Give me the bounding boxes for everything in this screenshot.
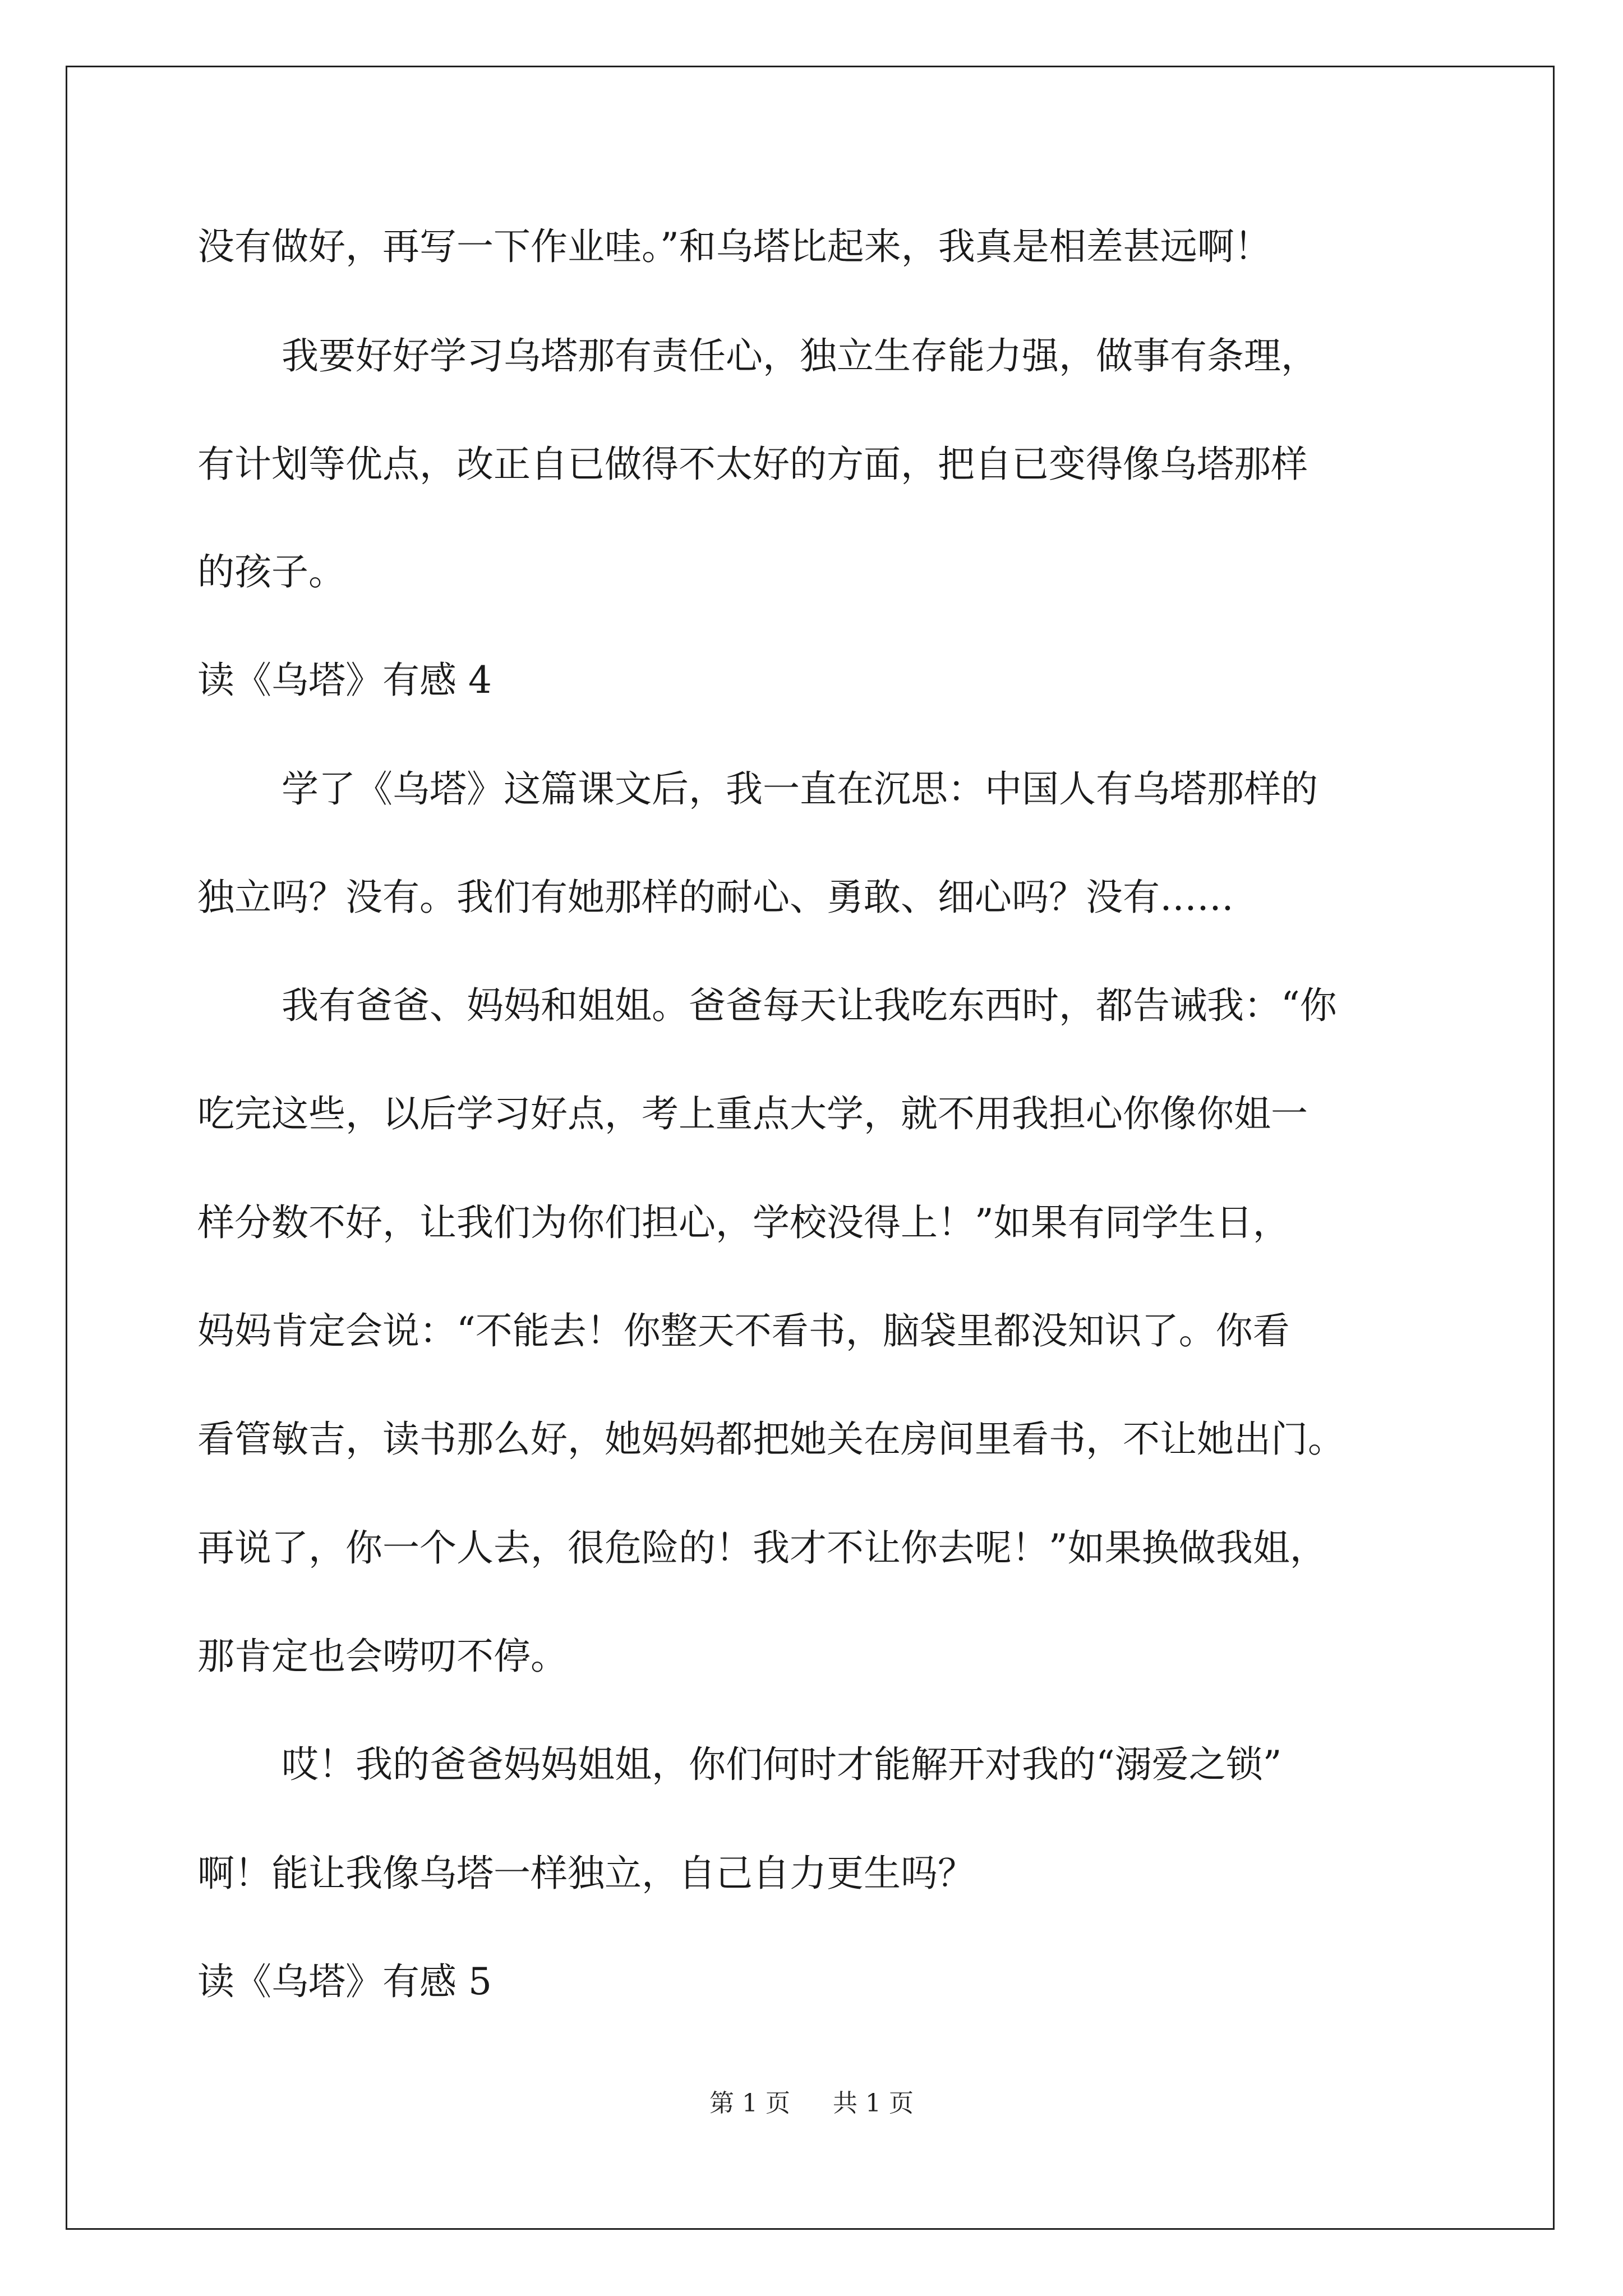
paragraph-line: 哎！我的爸爸妈妈姐姐，你们何时才能解开对我的“溺爱之锁” (282, 1743, 1282, 1786)
paragraph-line: 学了《乌塔》这篇课文后，我一直在沉思：中国人有乌塔那样的 (282, 767, 1318, 811)
paragraph-line: 我要好好学习乌塔那有责任心，独立生存能力强，做事有条理， (282, 334, 1318, 378)
page-total: 共 1 页 (833, 2089, 914, 2118)
paragraph-line: 样分数不好，让我们为你们担心，学校没得上！”如果有同学生日， (197, 1201, 1290, 1244)
page-number: 第 1 页 (709, 2089, 790, 2118)
paragraph-line: 没有做好，再写一下作业哇。”和乌塔比起来，我真是相差甚远啊！ (197, 225, 1271, 268)
paragraph-line: 吃完这些，以后学习好点，考上重点大学，就不用我担心你像你姐一 (197, 1092, 1308, 1135)
paragraph-line: 独立吗？没有。我们有她那样的耐心、勇敢、细心吗？没有…… (197, 876, 1234, 919)
page-footer (0, 2087, 1623, 2120)
section-heading: 读《乌塔》有感 5 (197, 1960, 492, 2003)
page-border (66, 66, 1555, 2230)
paragraph-line: 那肯定也会唠叨不停。 (197, 1635, 568, 1678)
paragraph-line: 我有爸爸、妈妈和姐姐。爸爸每天让我吃东西时，都告诫我：“你 (282, 984, 1337, 1027)
paragraph-line: 妈妈肯定会说：“不能去！你整天不看书，脑袋里都没知识了。你看 (197, 1309, 1290, 1352)
paragraph-line: 再说了，你一个人去，很危险的！我才不让你去呢！”如果换做我姐， (197, 1526, 1327, 1570)
section-heading: 读《乌塔》有感 4 (197, 659, 492, 702)
paragraph-line: 啊！能让我像乌塔一样独立，自己自力更生吗？ (197, 1852, 975, 1895)
paragraph-line: 有计划等优点，改正自已做得不太好的方面，把自已变得像乌塔那样 (197, 443, 1308, 486)
paragraph-line: 看管敏吉，读书那么好，她妈妈都把她关在房间里看书，不让她出门。 (197, 1418, 1345, 1461)
paragraph-line: 的孩子。 (197, 550, 345, 593)
